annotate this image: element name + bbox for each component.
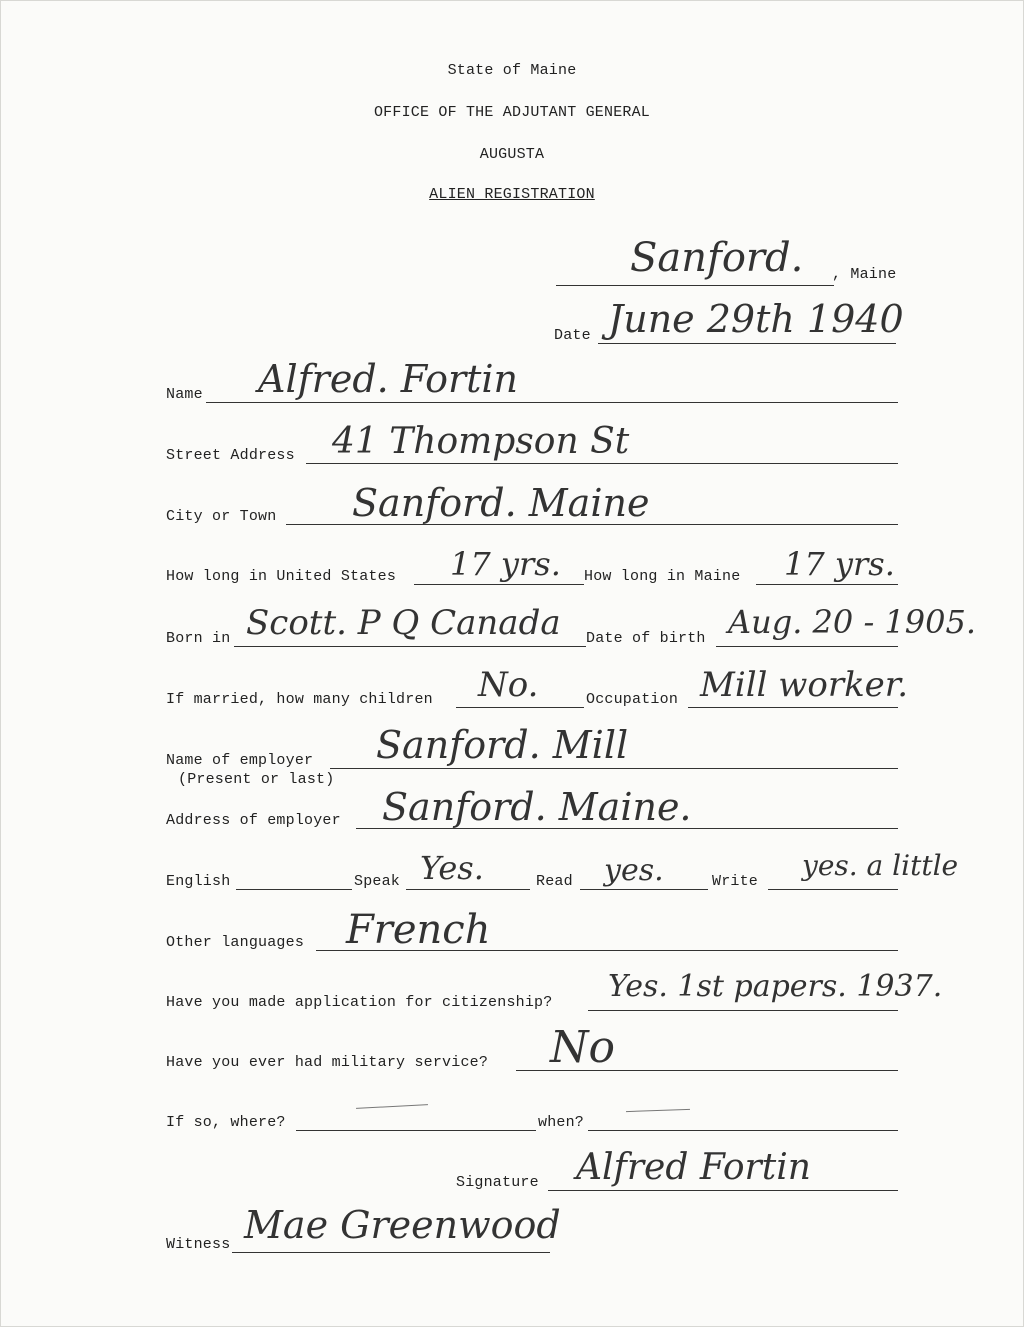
signature-line bbox=[548, 1190, 898, 1191]
employer-name-label: Name of employer bbox=[166, 752, 314, 769]
signature-label: Signature bbox=[456, 1174, 539, 1191]
where-dash-mark bbox=[356, 1104, 428, 1109]
name-line bbox=[206, 402, 898, 403]
occupation-line bbox=[688, 707, 898, 708]
read-line bbox=[580, 889, 708, 890]
write-line bbox=[768, 889, 898, 890]
city-town-label: City or Town bbox=[166, 508, 277, 525]
citizenship-label: Have you made application for citizenship? bbox=[166, 994, 553, 1011]
when-label: when? bbox=[538, 1114, 585, 1131]
if-so-where-label: If so, where? bbox=[166, 1114, 286, 1131]
employer-address-label: Address of employer bbox=[166, 812, 341, 829]
citizenship-entry: Yes. 1st papers. 1937. bbox=[608, 969, 943, 1004]
read-label: Read bbox=[536, 873, 573, 890]
witness-entry: Mae Greenwood bbox=[244, 1203, 561, 1247]
children-line bbox=[456, 707, 584, 708]
witness-line bbox=[232, 1252, 550, 1253]
maine-suffix-label: , Maine bbox=[832, 266, 897, 283]
witness-label: Witness bbox=[166, 1236, 231, 1253]
children-entry: No. bbox=[478, 665, 539, 705]
name-entry: Alfred. Fortin bbox=[258, 357, 519, 401]
header-state: State of Maine bbox=[447, 62, 577, 79]
header-city: AUGUSTA bbox=[479, 146, 545, 163]
read-entry: yes. bbox=[604, 853, 664, 888]
other-languages-entry: French bbox=[346, 907, 491, 953]
english-line bbox=[236, 889, 352, 890]
signature-entry: Alfred Fortin bbox=[576, 1147, 811, 1188]
date-of-birth-label: Date of birth bbox=[586, 630, 706, 647]
street-label: Street Address bbox=[166, 447, 295, 464]
employer-name-entry: Sanford. Mill bbox=[376, 723, 629, 767]
military-entry: No bbox=[550, 1022, 615, 1073]
born-in-entry: Scott. P Q Canada bbox=[246, 603, 561, 643]
date-label: Date bbox=[554, 327, 591, 344]
other-languages-label: Other languages bbox=[166, 934, 305, 951]
when-line bbox=[588, 1130, 898, 1131]
when-dash-mark bbox=[626, 1109, 690, 1112]
date-of-birth-entry: Aug. 20 - 1905. bbox=[728, 603, 977, 641]
employer-address-entry: Sanford. Maine. bbox=[382, 785, 692, 829]
street-line bbox=[306, 463, 898, 464]
occupation-entry: Mill worker. bbox=[700, 665, 909, 705]
employer-name-line bbox=[330, 768, 898, 769]
occupation-label: Occupation bbox=[586, 691, 679, 708]
name-label: Name bbox=[166, 386, 203, 403]
how-long-me-entry: 17 yrs. bbox=[784, 545, 895, 583]
date-line bbox=[598, 343, 896, 344]
city-town-entry: Sanford. Maine bbox=[352, 481, 650, 525]
military-label: Have you ever had military service? bbox=[166, 1054, 489, 1071]
english-label: English bbox=[166, 873, 231, 890]
date-of-birth-line bbox=[716, 646, 898, 647]
speak-label: Speak bbox=[354, 873, 401, 890]
how-long-us-label: How long in United States bbox=[166, 568, 397, 585]
how-long-us-entry: 17 yrs. bbox=[450, 545, 561, 583]
date-entry: June 29th 1940 bbox=[608, 297, 904, 341]
married-children-label: If married, how many children bbox=[166, 691, 433, 708]
citizenship-line bbox=[588, 1010, 898, 1011]
form-title: ALIEN REGISTRATION bbox=[429, 186, 595, 203]
speak-line bbox=[406, 889, 530, 890]
born-in-line bbox=[234, 646, 586, 647]
employer-note-label: (Present or last) bbox=[178, 771, 335, 788]
write-label: Write bbox=[712, 873, 759, 890]
how-long-me-line bbox=[756, 584, 898, 585]
born-in-label: Born in bbox=[166, 630, 231, 647]
town-entry: Sanford. bbox=[630, 235, 804, 281]
speak-entry: Yes. bbox=[420, 849, 484, 887]
how-long-me-label: How long in Maine bbox=[584, 568, 741, 585]
how-long-us-line bbox=[414, 584, 584, 585]
town-line bbox=[556, 285, 834, 286]
street-entry: 41 Thompson St bbox=[332, 421, 630, 462]
where-line bbox=[296, 1130, 536, 1131]
write-entry: yes. a little bbox=[802, 849, 959, 882]
header-office: OFFICE OF THE ADJUTANT GENERAL bbox=[373, 104, 651, 121]
